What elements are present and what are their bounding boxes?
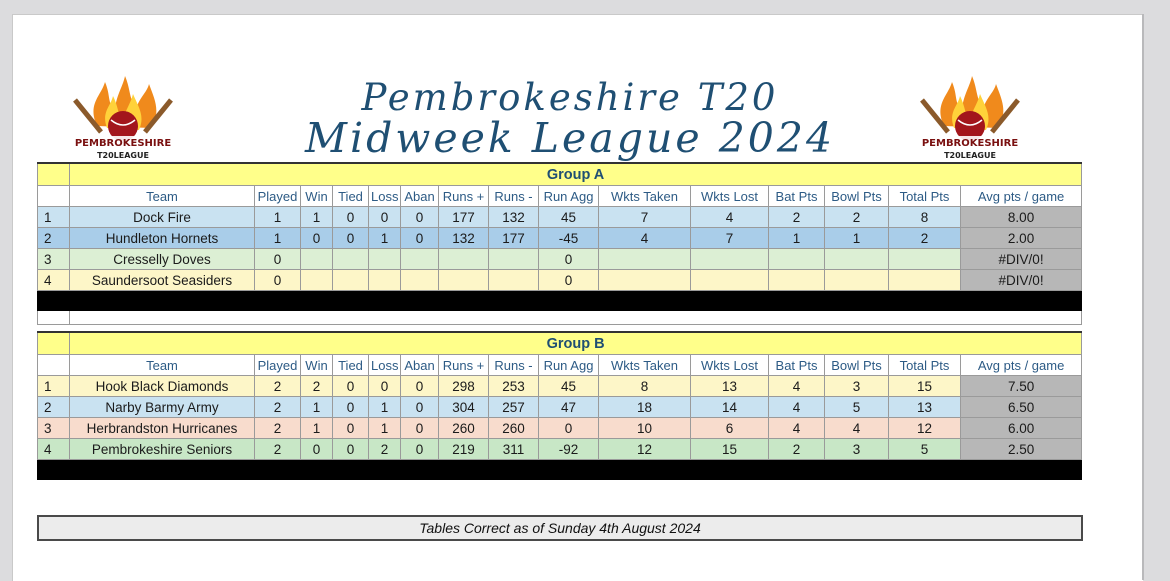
bat-pts-cell: 2: [769, 207, 825, 228]
bowl-pts-cell: 3: [825, 439, 889, 460]
rank-cell: 2: [38, 228, 70, 249]
header-tied: Tied: [333, 355, 369, 376]
header-runs-minus: Runs -: [489, 355, 539, 376]
title-line-2: Midweek League 2024: [304, 114, 836, 162]
team-cell: Narby Barmy Army: [70, 397, 255, 418]
header-loss: Loss: [369, 355, 401, 376]
runs-minus-cell: 311: [489, 439, 539, 460]
team-cell: Hundleton Hornets: [70, 228, 255, 249]
win-cell: 1: [301, 397, 333, 418]
bowl-pts-cell: 4: [825, 418, 889, 439]
gap-cell: [38, 311, 70, 325]
header-win: Win: [301, 186, 333, 207]
rank-cell: 1: [38, 207, 70, 228]
logo-left-name-bottom: T20LEAGUE: [97, 151, 149, 160]
group-a-table: [37, 162, 1082, 325]
loss-cell: 2: [369, 439, 401, 460]
header-bat-pts: Bat Pts: [769, 355, 825, 376]
header-wkts-lost: Wkts Lost: [691, 186, 769, 207]
league-logo-left: [67, 74, 179, 162]
played-cell: 2: [255, 439, 301, 460]
group-a-title: Group A: [70, 163, 1082, 186]
tied-cell: 0: [333, 397, 369, 418]
total-pts-cell: 15: [889, 376, 961, 397]
header-bowl-pts: Bowl Pts: [825, 355, 889, 376]
league-logo-right: [914, 74, 1026, 162]
wkts-lost-cell: [691, 270, 769, 291]
tied-cell: 0: [333, 228, 369, 249]
loss-cell: 0: [369, 207, 401, 228]
bowl-pts-cell: 3: [825, 376, 889, 397]
team-cell: Saundersoot Seasiders: [70, 270, 255, 291]
win-cell: [301, 270, 333, 291]
avg-pts-cell: #DIV/0!: [961, 270, 1082, 291]
tied-cell: [333, 270, 369, 291]
bowl-pts-cell: 2: [825, 207, 889, 228]
rank-cell: 3: [38, 418, 70, 439]
header-played: Played: [255, 186, 301, 207]
header-played: Played: [255, 355, 301, 376]
bat-pts-cell: 4: [769, 418, 825, 439]
played-cell: 2: [255, 397, 301, 418]
runs-minus-cell: 177: [489, 228, 539, 249]
page-edge-shadow: [1142, 14, 1144, 580]
table-row: [38, 376, 1082, 397]
runs-plus-cell: [439, 249, 489, 270]
played-cell: 2: [255, 376, 301, 397]
header-runs-plus: Runs +: [439, 186, 489, 207]
group-a-band-blank: [38, 163, 70, 186]
tables-correct-note: Tables Correct as of Sunday 4th August 2024: [37, 515, 1083, 541]
separator-cell: [38, 460, 1082, 480]
win-cell: 2: [301, 376, 333, 397]
loss-cell: [369, 249, 401, 270]
bat-pts-cell: 4: [769, 397, 825, 418]
tied-cell: 0: [333, 418, 369, 439]
header-wkts-taken: Wkts Taken: [599, 355, 691, 376]
header-loss: Loss: [369, 186, 401, 207]
header-blank: [38, 186, 70, 207]
logo-left-name-top: PEMBROKESHIRE: [74, 138, 172, 149]
wkts-taken-cell: 10: [599, 418, 691, 439]
header-total-pts: Total Pts: [889, 186, 961, 207]
bat-pts-cell: [769, 270, 825, 291]
total-pts-cell: 8: [889, 207, 961, 228]
rank-cell: 2: [38, 397, 70, 418]
team-cell: Herbrandston Hurricanes: [70, 418, 255, 439]
win-cell: 0: [301, 228, 333, 249]
header-blank: [38, 355, 70, 376]
team-cell: Dock Fire: [70, 207, 255, 228]
team-cell: Hook Black Diamonds: [70, 376, 255, 397]
gap-cell: [70, 311, 1082, 325]
loss-cell: 1: [369, 418, 401, 439]
wkts-lost-cell: 6: [691, 418, 769, 439]
table-row: [38, 418, 1082, 439]
header-runs-plus: Runs +: [439, 355, 489, 376]
logo-right-name-top: PEMBROKESHIRE: [921, 138, 1019, 149]
group-b-title: Group B: [70, 332, 1082, 355]
runs-plus-cell: 132: [439, 228, 489, 249]
header-aban: Aban: [401, 355, 439, 376]
loss-cell: 0: [369, 376, 401, 397]
run-agg-cell: 45: [539, 376, 599, 397]
team-cell: Cresselly Doves: [70, 249, 255, 270]
runs-minus-cell: 257: [489, 397, 539, 418]
aban-cell: 0: [401, 397, 439, 418]
played-cell: 2: [255, 418, 301, 439]
total-pts-cell: 13: [889, 397, 961, 418]
wkts-lost-cell: 14: [691, 397, 769, 418]
run-agg-cell: 47: [539, 397, 599, 418]
played-cell: 1: [255, 228, 301, 249]
bat-pts-cell: 1: [769, 228, 825, 249]
aban-cell: 0: [401, 228, 439, 249]
run-agg-cell: 0: [539, 270, 599, 291]
bat-pts-cell: [769, 249, 825, 270]
runs-plus-cell: 177: [439, 207, 489, 228]
wkts-taken-cell: 12: [599, 439, 691, 460]
aban-cell: 0: [401, 439, 439, 460]
logo-right-name-bottom: T20LEAGUE: [944, 151, 996, 160]
wkts-taken-cell: [599, 249, 691, 270]
team-cell: Pembrokeshire Seniors: [70, 439, 255, 460]
run-agg-cell: -45: [539, 228, 599, 249]
rank-cell: 4: [38, 270, 70, 291]
runs-plus-cell: 304: [439, 397, 489, 418]
separator-row: [38, 291, 1082, 311]
header-wkts-lost: Wkts Lost: [691, 355, 769, 376]
runs-minus-cell: [489, 249, 539, 270]
wkts-taken-cell: 7: [599, 207, 691, 228]
total-pts-cell: [889, 270, 961, 291]
aban-cell: [401, 270, 439, 291]
header-run-agg: Run Agg: [539, 186, 599, 207]
aban-cell: [401, 249, 439, 270]
runs-minus-cell: 260: [489, 418, 539, 439]
header-win: Win: [301, 355, 333, 376]
played-cell: 1: [255, 207, 301, 228]
header-avg-pts: Avg pts / game: [961, 355, 1082, 376]
aban-cell: 0: [401, 376, 439, 397]
run-agg-cell: 0: [539, 249, 599, 270]
group-b-band-blank: [38, 332, 70, 355]
bat-pts-cell: 4: [769, 376, 825, 397]
wkts-lost-cell: 13: [691, 376, 769, 397]
header-avg-pts: Avg pts / game: [961, 186, 1082, 207]
header-bowl-pts: Bowl Pts: [825, 186, 889, 207]
run-agg-cell: 0: [539, 418, 599, 439]
win-cell: 1: [301, 207, 333, 228]
wkts-taken-cell: 18: [599, 397, 691, 418]
table-row: [38, 397, 1082, 418]
total-pts-cell: 5: [889, 439, 961, 460]
bat-pts-cell: 2: [769, 439, 825, 460]
header-tied: Tied: [333, 186, 369, 207]
win-cell: 0: [301, 439, 333, 460]
runs-minus-cell: 132: [489, 207, 539, 228]
wkts-lost-cell: 7: [691, 228, 769, 249]
runs-plus-cell: 219: [439, 439, 489, 460]
run-agg-cell: -92: [539, 439, 599, 460]
avg-pts-cell: 2.50: [961, 439, 1082, 460]
rank-cell: 3: [38, 249, 70, 270]
total-pts-cell: [889, 249, 961, 270]
header-bat-pts: Bat Pts: [769, 186, 825, 207]
avg-pts-cell: 6.50: [961, 397, 1082, 418]
runs-plus-cell: 260: [439, 418, 489, 439]
runs-plus-cell: 298: [439, 376, 489, 397]
table-row: [38, 249, 1082, 270]
tied-cell: [333, 249, 369, 270]
table-row: [38, 439, 1082, 460]
avg-pts-cell: 2.00: [961, 228, 1082, 249]
run-agg-cell: 45: [539, 207, 599, 228]
total-pts-cell: 12: [889, 418, 961, 439]
tied-cell: 0: [333, 439, 369, 460]
rank-cell: 1: [38, 376, 70, 397]
aban-cell: 0: [401, 418, 439, 439]
rank-cell: 4: [38, 439, 70, 460]
header-runs-minus: Runs -: [489, 186, 539, 207]
avg-pts-cell: 6.00: [961, 418, 1082, 439]
avg-pts-cell: 7.50: [961, 376, 1082, 397]
bowl-pts-cell: [825, 249, 889, 270]
separator-row: [38, 460, 1082, 480]
header-total-pts: Total Pts: [889, 355, 961, 376]
loss-cell: 1: [369, 228, 401, 249]
header-team: Team: [70, 186, 255, 207]
table-row: [38, 228, 1082, 249]
wkts-lost-cell: 4: [691, 207, 769, 228]
wkts-taken-cell: 4: [599, 228, 691, 249]
header-team: Team: [70, 355, 255, 376]
title-line-1: Pembrokeshire T20: [361, 76, 779, 119]
wkts-taken-cell: [599, 270, 691, 291]
runs-plus-cell: [439, 270, 489, 291]
runs-minus-cell: [489, 270, 539, 291]
loss-cell: [369, 270, 401, 291]
wkts-lost-cell: 15: [691, 439, 769, 460]
bowl-pts-cell: 5: [825, 397, 889, 418]
header-aban: Aban: [401, 186, 439, 207]
bowl-pts-cell: [825, 270, 889, 291]
separator-cell: [38, 291, 1082, 311]
total-pts-cell: 2: [889, 228, 961, 249]
table-row: [38, 207, 1082, 228]
played-cell: 0: [255, 249, 301, 270]
wkts-taken-cell: 8: [599, 376, 691, 397]
tied-cell: 0: [333, 376, 369, 397]
bowl-pts-cell: 1: [825, 228, 889, 249]
group-b-table: [37, 331, 1082, 480]
header-wkts-taken: Wkts Taken: [599, 186, 691, 207]
win-cell: 1: [301, 418, 333, 439]
aban-cell: 0: [401, 207, 439, 228]
runs-minus-cell: 253: [489, 376, 539, 397]
avg-pts-cell: 8.00: [961, 207, 1082, 228]
table-row: [38, 270, 1082, 291]
tied-cell: 0: [333, 207, 369, 228]
win-cell: [301, 249, 333, 270]
avg-pts-cell: #DIV/0!: [961, 249, 1082, 270]
header-run-agg: Run Agg: [539, 355, 599, 376]
wkts-lost-cell: [691, 249, 769, 270]
played-cell: 0: [255, 270, 301, 291]
loss-cell: 1: [369, 397, 401, 418]
gap-row: [38, 311, 1082, 325]
